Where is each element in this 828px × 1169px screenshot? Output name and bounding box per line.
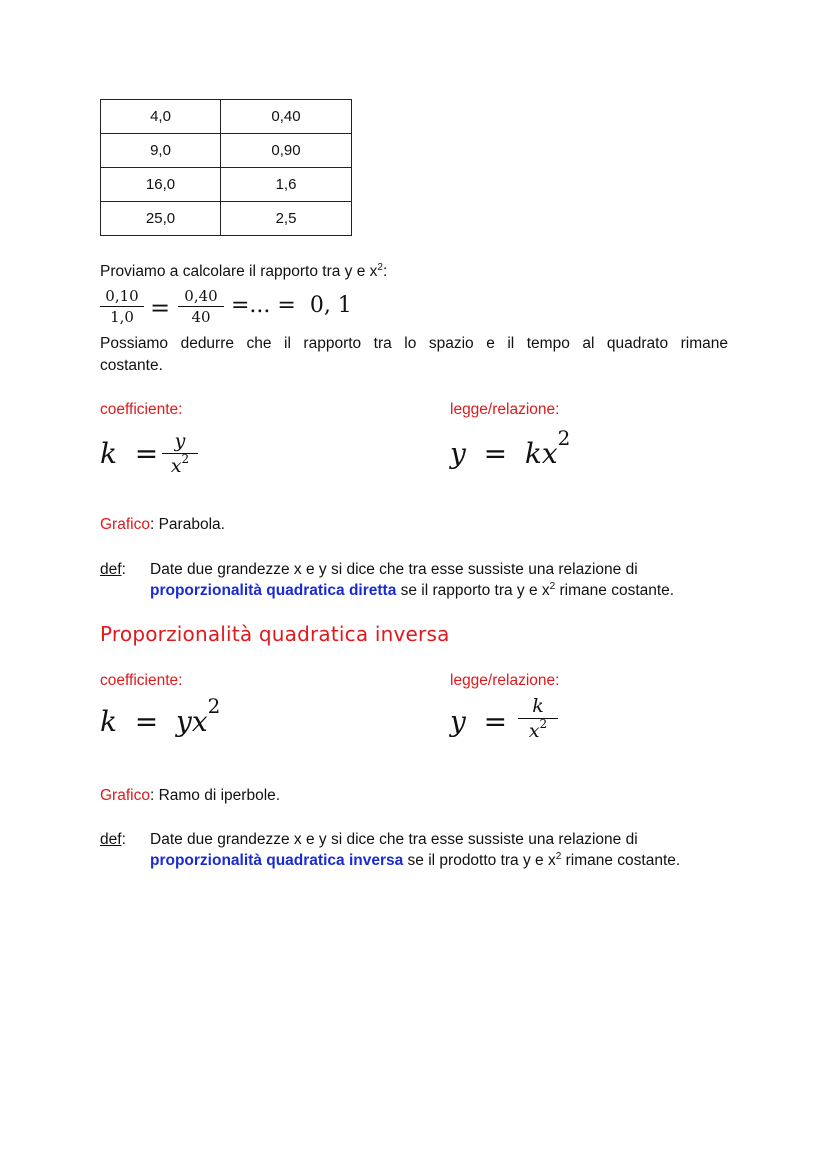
fraction-numerator: 0,10 bbox=[100, 287, 144, 307]
table-cell: 9,0 bbox=[101, 134, 221, 168]
denominator-base: x bbox=[170, 455, 182, 477]
def-label-text: def bbox=[100, 831, 122, 848]
definition-end: rimane costante. bbox=[555, 582, 675, 599]
definition-line2 bbox=[150, 850, 680, 872]
fraction-numerator: 0,40 bbox=[178, 287, 224, 307]
ratio-result: =... = 0, 1 bbox=[231, 293, 352, 318]
definition-rest: se il prodotto tra y e x bbox=[403, 852, 556, 869]
fraction-denominator bbox=[162, 454, 198, 477]
coefficient-lhs: k = bbox=[100, 437, 159, 470]
denominator-exponent: 2 bbox=[181, 452, 190, 466]
law-formula bbox=[450, 426, 571, 470]
definition-label bbox=[100, 559, 126, 581]
table-row bbox=[101, 168, 352, 202]
law-label: legge/relazione: bbox=[450, 672, 560, 689]
coefficient-fraction bbox=[162, 430, 198, 477]
definition-term: proporzionalità quadratica inversa bbox=[150, 852, 404, 869]
ratio-intro-sup: 2 bbox=[377, 262, 383, 273]
definition-end: rimane costante. bbox=[561, 852, 681, 869]
coefficient-exponent: 2 bbox=[207, 694, 221, 718]
definition-sup: 2 bbox=[549, 581, 556, 592]
definition-label bbox=[100, 829, 126, 851]
fraction-denominator: 1,0 bbox=[110, 308, 134, 326]
coefficient-label: coefficiente: bbox=[100, 672, 183, 689]
table-cell: 0,40 bbox=[221, 100, 352, 134]
def-colon: : bbox=[121, 831, 126, 848]
table-row bbox=[101, 202, 352, 236]
fraction-numerator: y bbox=[162, 430, 198, 454]
conclusion-line1: Possiamo dedurre che il rapporto tra lo spazio e il tempo al quadrato rimane bbox=[100, 335, 728, 352]
denominator-base: x bbox=[528, 720, 540, 742]
ratio-fraction-2 bbox=[178, 287, 224, 326]
graph-line bbox=[100, 785, 280, 807]
ratio-intro-text: Proviamo a calcolare il rapporto tra y e x bbox=[100, 263, 378, 280]
table-cell: 25,0 bbox=[101, 202, 221, 236]
law-expression: y = kx bbox=[450, 437, 558, 470]
denominator-exponent: 2 bbox=[539, 717, 548, 731]
graph-line bbox=[100, 514, 225, 536]
coefficient-expression: k = yx bbox=[100, 705, 208, 738]
law-label: legge/relazione: bbox=[450, 401, 560, 418]
graph-label: Grafico bbox=[100, 516, 150, 533]
table-cell: 16,0 bbox=[101, 168, 221, 202]
law-fraction bbox=[518, 695, 558, 742]
fraction-denominator: 40 bbox=[191, 308, 211, 326]
ratio-intro bbox=[100, 261, 387, 283]
section-heading: Proporzionalità quadratica inversa bbox=[100, 622, 450, 646]
definition-term: proporzionalità quadratica diretta bbox=[150, 582, 397, 599]
graph-value: : Ramo di iperbole. bbox=[149, 787, 281, 804]
ratio-equals: = bbox=[150, 294, 171, 322]
law-exponent: 2 bbox=[557, 426, 571, 450]
values-table bbox=[100, 99, 352, 236]
table-row bbox=[101, 100, 352, 134]
def-label-text: def bbox=[100, 561, 122, 578]
fraction-numerator: k bbox=[518, 695, 558, 719]
coefficient-formula bbox=[100, 694, 221, 738]
graph-value: : Parabola. bbox=[149, 516, 225, 533]
table-cell: 4,0 bbox=[101, 100, 221, 134]
coefficient-label: coefficiente: bbox=[100, 401, 183, 418]
def-colon: : bbox=[121, 561, 126, 578]
ratio-intro-end: : bbox=[382, 263, 388, 280]
definition-line2 bbox=[150, 580, 674, 602]
law-lhs: y = bbox=[450, 705, 508, 738]
table-cell: 0,90 bbox=[221, 134, 352, 168]
definition-line1: Date due grandezze x e y si dice che tra esse sussiste una relazione di bbox=[150, 831, 638, 848]
graph-label: Grafico bbox=[100, 787, 150, 804]
table-cell: 1,6 bbox=[221, 168, 352, 202]
definition-sup: 2 bbox=[555, 851, 562, 862]
ratio-fraction-1 bbox=[100, 287, 144, 326]
fraction-denominator bbox=[518, 719, 558, 742]
table-cell: 2,5 bbox=[221, 202, 352, 236]
table-row bbox=[101, 134, 352, 168]
definition-rest: se il rapporto tra y e x bbox=[396, 582, 550, 599]
conclusion-line2: costante. bbox=[100, 357, 163, 374]
definition-line1: Date due grandezze x e y si dice che tra esse sussiste una relazione di bbox=[150, 561, 638, 578]
